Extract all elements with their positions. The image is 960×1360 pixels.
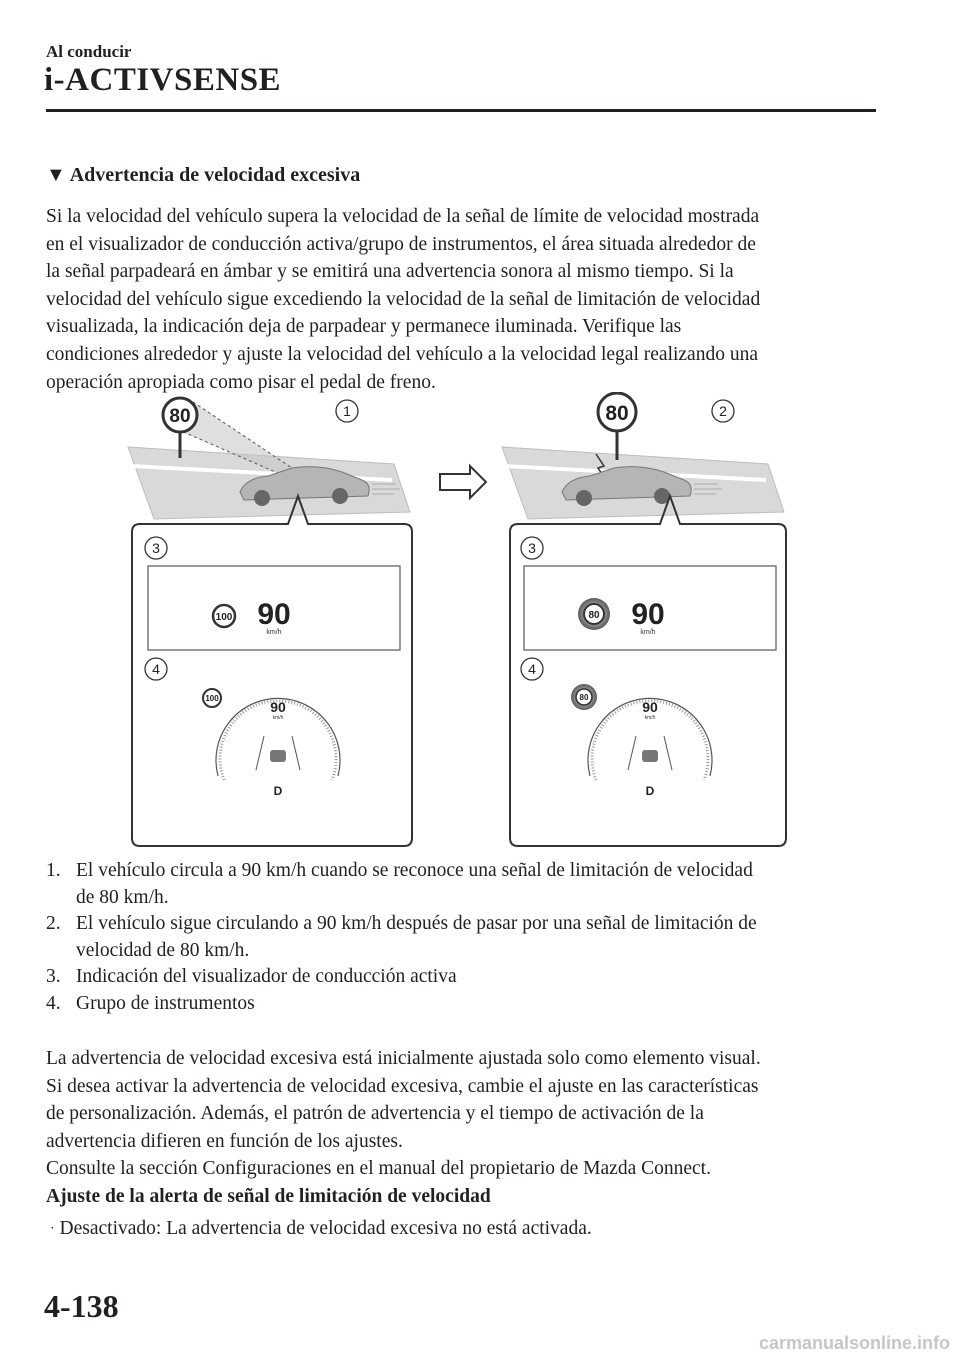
- left-cluster-gear: D: [273, 784, 283, 798]
- list-item-text: Indicación del visualizador de conducción activa: [76, 966, 457, 987]
- bullet-item-text: Desactivado: La advertencia de velocidad excesiva no está activada.: [59, 1218, 592, 1239]
- left-cluster-unit: km/h: [272, 715, 284, 721]
- right-cluster-unit: km/h: [644, 715, 656, 721]
- intro-paragraph: [46, 203, 886, 396]
- overspeed-illustration: [0, 392, 960, 852]
- list-item: [46, 911, 886, 964]
- intro-line: condiciones alrededor y ajuste la velocidad del vehículo a la velocidad legal realizando una: [46, 343, 758, 365]
- bullet-item: [50, 1218, 592, 1240]
- body-line: Si desea activar la advertencia de velocidad excesiva, cambie el ajuste en las características: [46, 1075, 759, 1097]
- left-road-scene: [128, 398, 410, 519]
- list-item-number: 3.: [46, 966, 61, 987]
- list-item: [46, 991, 886, 1018]
- body-line: La advertencia de velocidad excesiva está inicialmente ajustada solo como elemento visual.: [46, 1048, 761, 1069]
- bullet-dot-icon: ·: [50, 1221, 55, 1237]
- section-label: Al conducir: [46, 42, 132, 61]
- header-rule: [46, 109, 876, 112]
- callout-3-right: 3: [528, 540, 536, 556]
- left-hud-sign-value: 100: [215, 612, 233, 623]
- transition-arrow-icon: [440, 466, 486, 498]
- intro-line: operación apropiada como pisar el pedal de freno.: [46, 371, 436, 393]
- list-item-text: El vehículo circula a 90 km/h cuando se reconoce una señal de limitación de velocidad: [76, 860, 753, 881]
- list-item-number: 1.: [46, 860, 61, 881]
- list-item-text: de 80 km/h.: [76, 886, 169, 908]
- right-road-scene: [502, 393, 784, 519]
- body-line: advertencia difieren en función de los ajustes.: [46, 1130, 403, 1152]
- list-item: [46, 964, 886, 991]
- right-road-sign-value: 80: [605, 402, 629, 425]
- list-item: [46, 858, 886, 911]
- list-item-number: 4.: [46, 992, 61, 1014]
- right-cluster-sign-value: 80: [579, 693, 589, 702]
- left-panel-frame: [132, 496, 412, 846]
- intro-line: en el visualizador de conducción activa/grupo de instrumentos, el área situada alrededor de: [46, 233, 756, 255]
- callout-4-left: 4: [152, 661, 160, 677]
- left-cluster-speed: 90: [270, 699, 286, 715]
- list-item-text: El vehículo sigue circulando a 90 km/h después de pasar por una señal de limitación de: [76, 913, 757, 934]
- right-cluster-gear: D: [645, 784, 655, 798]
- right-cluster-speed: 90: [642, 699, 658, 715]
- chapter-title: i-ACTIVSENSE: [44, 62, 282, 98]
- left-hud-unit: km/h: [266, 629, 282, 636]
- intro-line: velocidad del vehículo sigue excediendo la velocidad de la señal de limitación de velocidad: [46, 288, 761, 310]
- callout-2: 2: [719, 403, 727, 419]
- body-line: Consulte la sección Configuraciones en el manual del propietario de Mazda Connect.: [46, 1158, 711, 1180]
- subheading: Ajuste de la alerta de señal de limitación de velocidad: [46, 1185, 491, 1207]
- left-hud-speed: 90: [257, 598, 291, 631]
- page-number: 4-138: [44, 1288, 119, 1324]
- right-hud-speed: 90: [631, 598, 665, 631]
- list-item-number: 2.: [46, 913, 61, 934]
- intro-line: visualizada, la indicación deja de parpadear y permanece iluminada. Verifique las: [46, 316, 682, 338]
- body-line: de personalización. Además, el patrón de advertencia y el tiempo de activación de la: [46, 1103, 704, 1125]
- intro-line: Si la velocidad del vehículo supera la velocidad de la señal de límite de velocidad mostrada: [46, 206, 760, 227]
- list-item-text: velocidad de 80 km/h.: [76, 939, 250, 961]
- left-cluster-sign-value: 100: [205, 694, 219, 703]
- left-road-sign-value: 80: [169, 406, 191, 427]
- watermark: carmanualsonline.info: [758, 1333, 950, 1353]
- body-paragraph: [46, 1045, 886, 1211]
- callout-1: 1: [343, 403, 351, 419]
- intro-line: la señal parpadeará en ámbar y se emitirá una advertencia sonora al mismo tiempo. Si la: [46, 261, 734, 283]
- figure-legend-list: [46, 858, 886, 1017]
- callout-3-left: 3: [152, 540, 160, 556]
- section-title: ▼ Advertencia de velocidad excesiva: [46, 164, 361, 186]
- callout-4-right: 4: [528, 661, 536, 677]
- right-hud-unit: km/h: [640, 629, 656, 636]
- list-item-text: Grupo de instrumentos: [76, 992, 255, 1014]
- right-hud-sign-value: 80: [588, 610, 600, 621]
